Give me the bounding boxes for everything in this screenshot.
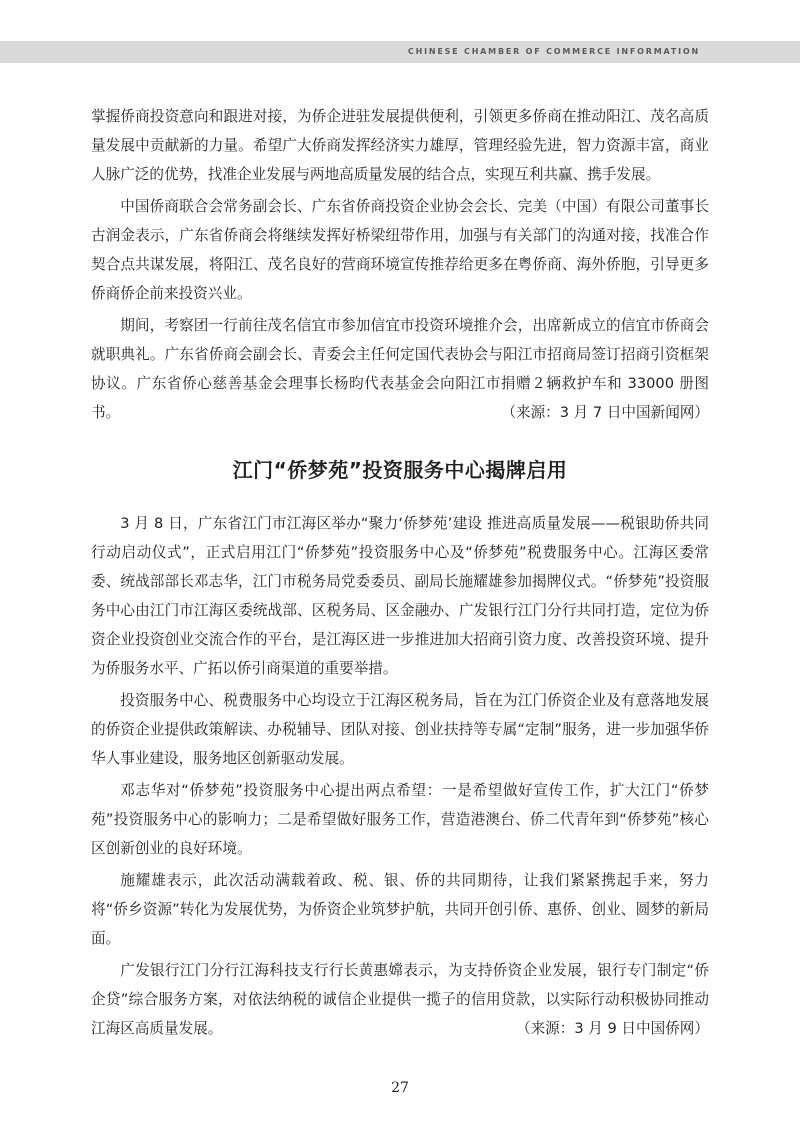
article2-paragraph-4: 施耀雄表示，此次活动满载着政、税、银、侨的共同期待，让我们紧紧携起手来，努力将“侨乡资源”转化为发展优势，为侨资企业筑梦护航，共同开创引侨、惠侨、创业、圆梦的新局面。 [91,872,709,947]
article2-paragraph-2: 投资服务中心、税费服务中心均设立于江海区税务局，旨在为江门侨资企业及有意落地发展的侨资企业提供政策解读、办税辅导、团队对接、创业扶持等专属“定制”服务，进一步加强华侨华人事业建设，服务地区创新驱动发展。 [91,692,709,767]
article2-title: 江门“侨梦苑”投资服务中心揭牌启用 [232,458,568,482]
article2-paragraph-3: 邓志华对“侨梦苑”投资服务中心提出两点希望：一是希望做好宣传工作，扩大江门“侨梦苑”投资服务中心的影响力；二是希望做好服务工作，营造港澳台、侨二代青年到“侨梦苑”核心区创新创业的良好环境。 [91,782,709,857]
article1-paragraph-2: 中国侨商联合会常务副会长、广东省侨商投资企业协会会长、完美（中国）有限公司董事长古润金表示，广东省侨商会将继续发挥好桥梁纽带作用，加强与有关部门的沟通对接，找准合作契合点共谋发展，将阳江、茂名良好的营商环境宣传推荐给更多在粤侨商、海外侨胞，引导更多侨商侨企前来投资兴业。 [91,198,709,302]
article2-source: （来源：3 月 9 日中国侨网） [515,1020,709,1037]
page-number: 27 [391,1080,409,1096]
article1-source: （来源：3 月 7 日中国新闻网） [501,404,709,421]
article1-paragraph-1: 掌握侨商投资意向和跟进对接，为侨企进驻发展提供便利，引领更多侨商在推动阳江、茂名高质量发展中贡献新的力量。希望广大侨商发挥经济实力雄厚，管理经验先进，智力资源丰富，商业人脉广泛的优势，找准企业发展与两地高质量发展的结合点，实现互利共赢、携手发展。 [91,108,709,183]
article2-paragraph-1: 3 月 8 日，广东省江门市江海区举办“聚力‘侨梦苑’建设 推进高质量发展——税银助侨共同行动启动仪式”，正式启用江门“侨梦苑”投资服务中心及“侨梦苑”税费服务中心。江海区委常委、统战部部长邓志华，江门市税务局党委委员、副局长施耀雄参加揭牌仪式。“侨梦苑”投资服务中心由江门市江海区委统战部、区税务局、区金融办、广发银行江门分行共同打造，定位为侨资企业投资创业交流合作的平台，是江海区进一步推进加大招商引资力度、改善投资环境、提升为侨服务水平、广拓以侨引商渠道的重要举措。 [91,515,709,677]
article1-paragraph-3: 期间，考察团一行前往茂名信宜市参加信宜市投资环境推介会，出席新成立的信宜市侨商会就职典礼。广东省侨商会副会长、青委会主任何定国代表协会与阳江市招商局签订招商引资框架协议。广东省侨心慈善基金会理事长杨昀代表基金会向阳江市捐赠２辆救护车和 33000 册图书。 [91,317,709,421]
article2-paragraph-5: 广发银行江门分行江海科技支行行长黄惠嫦表示，为支持侨资企业发展，银行专门制定“侨企贷”综合服务方案，对依法纳税的诚信企业提供一揽子的信用贷款，以实际行动积极协同推动江海区高质量发展。 [91,962,709,1037]
header-band [0,41,800,63]
header-title: CHINESE CHAMBER OF COMMERCE INFORMATION [407,47,700,56]
page-body [91,102,709,1046]
